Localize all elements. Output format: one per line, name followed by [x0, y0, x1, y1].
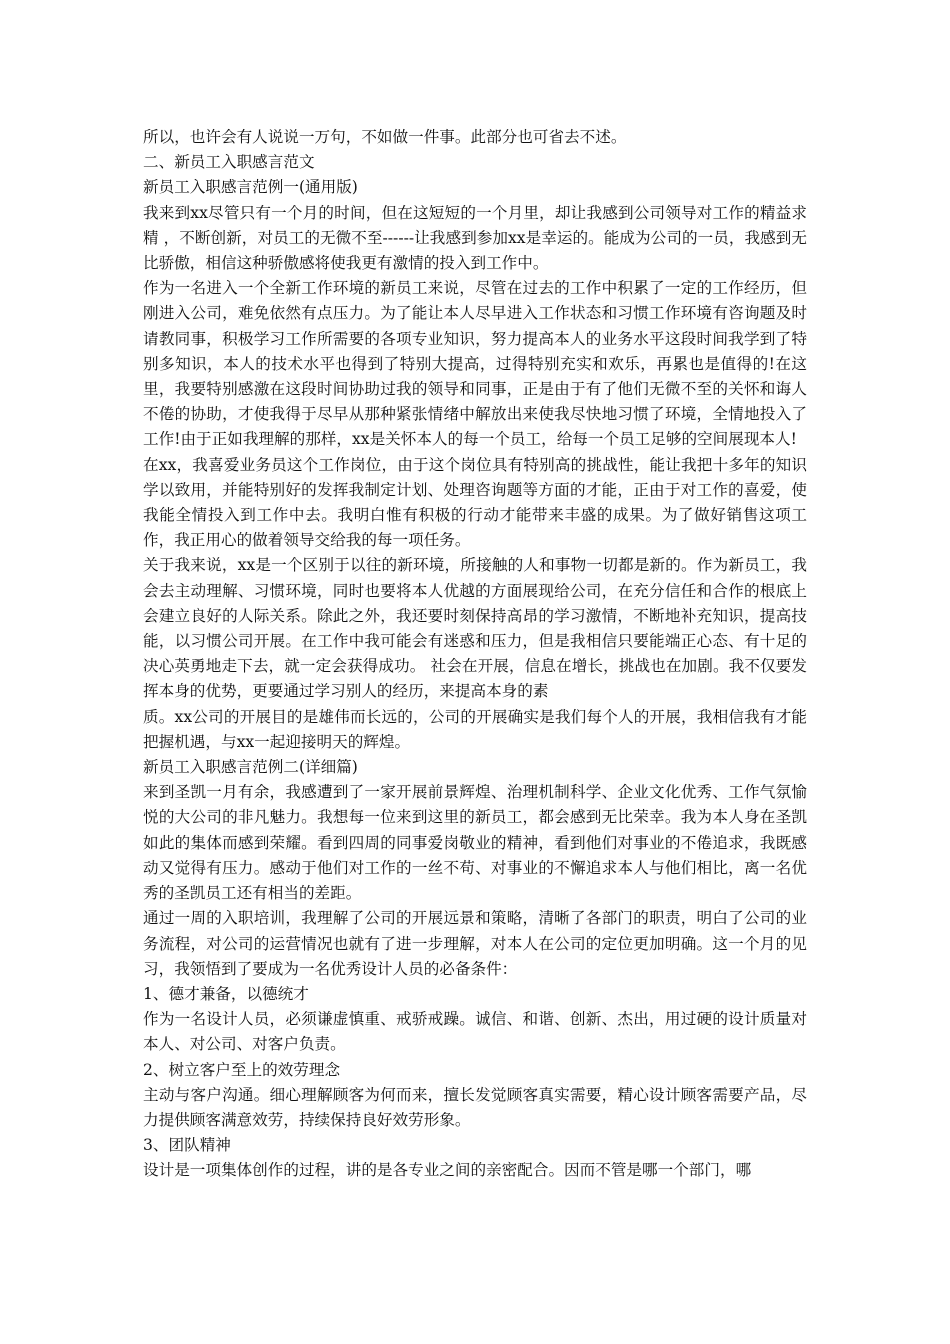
- list-heading-3: 3、团队精神: [143, 1136, 231, 1155]
- paragraph: 在xx，我喜爱业务员这个工作岗位，由于这个岗位具有特别高的挑战性，能让我把十多年的知识学以致用，并能特别好的发挥我制定计划、处理咨询题等方面的才能，正由于对工作的喜爱，使我能全情投入到工作中去。我明白惟有积极的行动才能带来丰盛的成果。为了做好销售这项工作，我正用心的做着领导交给我的每一项任务。: [143, 455, 807, 550]
- paragraph-intro-note: 所以，也许会有人说说一万句，不如做一件事。此部分也可省去不述。: [143, 128, 627, 146]
- section-heading: 二、新员工入职感言范文: [143, 153, 315, 172]
- paragraph: 质。xx公司的开展目的是雄伟而长远的，公司的开展确实是我们每个人的开展，我相信我有才能把握机遇，与xx一起迎接明天的辉煌。: [143, 707, 807, 751]
- paragraph: 关于我来说，xx是一个区别于以往的新环境，所接触的人和事物一切都是新的。作为新员工，我会去主动理解、习惯环境，同时也要将本人优越的方面展现给公司，在充分信任和合作的根底上会建立良好的人际关系。除此之外，我还要时刻保持高昂的学习激情，不断地补充知识，提高技能，以习惯公司开展。在工作中我可能会有迷惑和压力，但是我相信只要能端正心态、有十足的决心英勇地走下去，就一定会获得成功。 社会在开展，信息在增长，挑战也在加剧。我不仅要发挥本身的优势，更要通过学习别人的经历，来提高本身的素: [143, 556, 807, 701]
- paragraph: 来到圣凯一月有余，我感遭到了一家开展前景辉煌、治理机制科学、企业文化优秀、工作气氛愉悦的大公司的非凡魅力。我想每一位来到这里的新员工，都会感到无比荣幸。我为本人身在圣凯如此的集体而感到荣耀。看到四周的同事爱岗敬业的精神，看到他们对事业的不倦追求，我既感动又觉得有压力。感动于他们对工作的一丝不苟、对事业的不懈追求本人与他们相比，离一名优秀的圣凯员工还有相当的差距。: [143, 783, 807, 903]
- list-heading-2: 2、树立客户至上的效劳理念: [143, 1060, 341, 1079]
- paragraph: 作为一名进入一个全新工作环境的新员工来说，尽管在过去的工作中积累了一定的工作经历，但刚进入公司，难免依然有点压力。为了能让本人尽早进入工作状态和习惯工作环境有咨询题及时请教同事，积极学习工作所需要的各项专业知识，努力提高本人的业务水平这段时间我学到了特别多知识，本人的技术水平也得到了特别大提高，过得特别充实和欢乐，再累也是值得的!在这里，我要特别感激在这段时间协助过我的领导和同事，正是由于有了他们无微不至的关怀和诲人不倦的协助，才使我得于尽早从那种紧张情绪中解放出来使我尽快地习惯了环境，全情地投入了工作!由于正如我理解的那样，xx是关怀本人的每一个员工，给每一个员工足够的空间展现本人!: [143, 279, 807, 449]
- example-two-title: 新员工入职感言范例二(详细篇): [143, 758, 358, 777]
- paragraph: 通过一周的入职培训，我理解了公司的开展远景和策略，清晰了各部门的职责，明白了公司的业务流程，对公司的运营情况也就有了进一步理解，对本人在公司的定位更加明确。这一个月的见习，我领悟到了要成为一名优秀设计人员的必备条件：: [143, 909, 807, 978]
- list-heading-1: 1、德才兼备，以德统才: [143, 984, 309, 1003]
- example-one-title: 新员工入职感言范例一(通用版): [143, 178, 358, 197]
- paragraph: 设计是一项集体创作的过程，讲的是各专业之间的亲密配合。因而不管是哪一个部门，哪: [143, 1161, 752, 1180]
- paragraph: 主动与客户沟通。细心理解顾客为何而来，擅长发觉顾客真实需要，精心设计顾客需要产品，尽力提供顾客满意效劳，持续保持良好效劳形象。: [143, 1085, 807, 1129]
- paragraph: 作为一名设计人员，必须谦虚慎重、戒骄戒躁。诚信、和谐、创新、杰出，用过硬的设计质量对本人、对公司、对客户负责。: [143, 1010, 807, 1054]
- paragraph: 我来到xx尽管只有一个月的时间，但在这短短的一个月里，却让我感到公司领导对工作的精益求精 ，不断创新，对员工的无微不至------让我感到参加xx是幸运的。能成为公司的一员，我感到无比骄傲，相信这种骄傲感将使我更有激情的投入到工作中。: [143, 203, 807, 273]
- document-body: [143, 125, 807, 1184]
